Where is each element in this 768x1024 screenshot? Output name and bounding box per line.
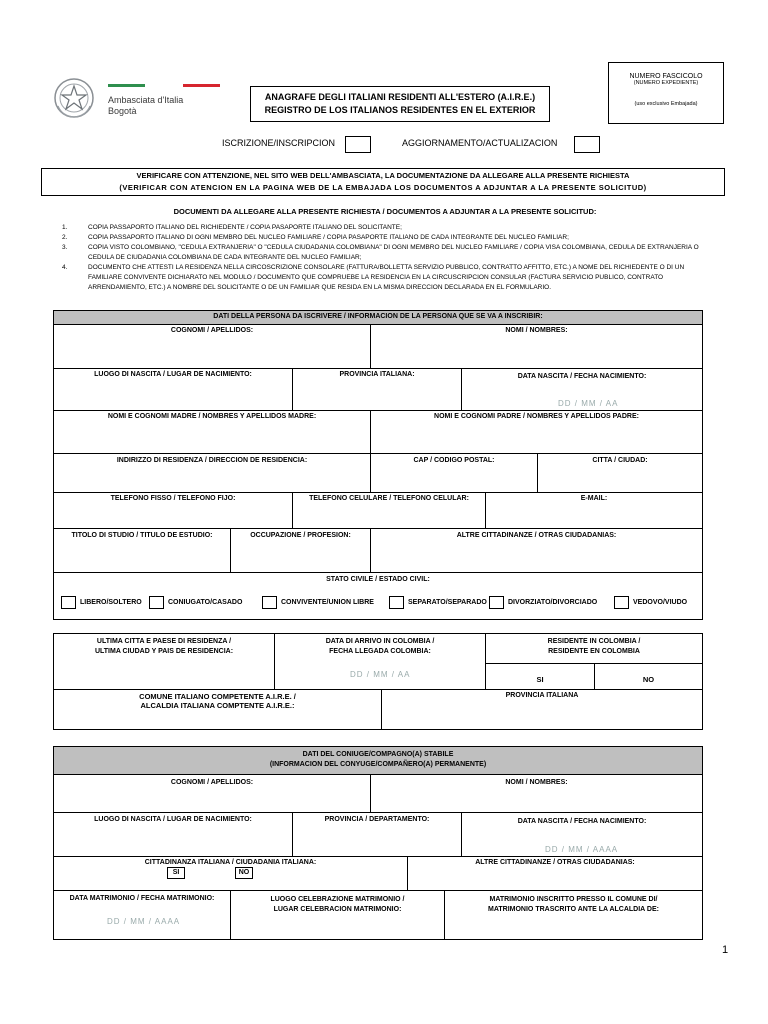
embassy-name: [108, 95, 183, 117]
civil-option-coniugato[interactable]: CONIUGATO/CASADO: [149, 596, 242, 609]
telefono-cellulare-field[interactable]: TELEFONO CELULARE / TELEFONO CELULAR:: [309, 495, 469, 502]
titolo-studio-field[interactable]: TITOLO DI STUDIO / TITULO DE ESTUDIO:: [71, 532, 213, 539]
cittadinanza-no-checkbox[interactable]: NO: [235, 867, 253, 879]
fasc-label: NUMERO FASCICOLO: [629, 73, 703, 80]
email-field[interactable]: E-MAIL:: [580, 495, 608, 502]
person-table-header: DATI DELLA PERSONA DA ISCRIVERE / INFORMACION DE LA PERSONA QUE SE VA A INSCRIBIR:: [54, 311, 702, 325]
fasc-note: (uso exclusivo Embajada): [634, 101, 698, 107]
flag-white: [145, 84, 182, 87]
spouse-altre-cittadinanze-field[interactable]: ALTRE CITTADINANZE / OTRAS CIUDADANIAS:: [475, 859, 635, 866]
spouse-table-header: DATI DEL CONIUGE/COMPAGNO(A) STABILE (INFORMACION DEL CONYUGE/COMPAÑERO(A) PERMANENTE): [54, 747, 702, 775]
comune-competente-field[interactable]: COMUNE ITALIANO COMPETENTE A.I.R.E. / ALCALDIA ITALIANA COMPTENTE A.I.R.E.:: [139, 692, 296, 710]
luogo-matrimonio-field[interactable]: LUOGO CELEBRAZIONE MATRIMONIO / LUGAR CELEBRACION MATRIMONIO:: [270, 896, 405, 913]
aggiornamento-label: AGGIORNAMENTO/ACTUALIZACION: [402, 138, 558, 148]
date-placeholder: DD / MM / AAAA: [545, 845, 619, 854]
civil-option-vedovo[interactable]: VEDOVO/VIUDO: [614, 596, 687, 609]
divider: [54, 890, 702, 891]
residente-si-option[interactable]: SI: [536, 675, 544, 684]
data-arrivo-field[interactable]: DATA DI ARRIVO IN COLOMBIA / FECHA LLEGADA COLOMBIA:: [325, 638, 435, 655]
civil-option-libero[interactable]: LIBERO/SOLTERO: [61, 596, 142, 609]
civil-option-convivente[interactable]: CONVIVENTE/UNION LIBRE: [262, 596, 374, 609]
data-nascita-field[interactable]: DATA NASCITA / FECHA NACIMIENTO:: [517, 373, 647, 380]
embassy-line1: Ambasciata d'Italia: [108, 95, 184, 105]
form-title: [250, 86, 550, 122]
separato-checkbox[interactable]: [389, 596, 404, 609]
notice-box: [41, 168, 725, 196]
matrimonio-inscritto-field[interactable]: MATRIMONIO INSCRITTO PRESSO IL COMUNE DI/ MATRIMONIO TRASCRITO ANTE LA ALCALDIA DE:: [488, 896, 659, 913]
title-line2: REGISTRO DE LOS ITALIANOS RESIDENTES EN EL EXTERIOR: [264, 105, 536, 115]
cittadinanza-si-checkbox[interactable]: SI: [167, 867, 185, 879]
notice-line1: VERIFICARE CON ATTENZIONE, NEL SITO WEB DELL'AMBASCIATA, LA DOCUMENTAZIONE DA ALLEGARE ALLA PRESENTE RICHIESTA: [136, 171, 630, 180]
spouse-cognomi-field[interactable]: COGNOMI / APELLIDOS:: [170, 779, 254, 786]
stato-civile-label: STATO CIVILE / ESTADO CIVIL:: [326, 576, 430, 583]
madre-field[interactable]: NOMI E COGNOMI MADRE / NOMBRES Y APELLIDOS MADRE:: [107, 413, 317, 420]
iscrizione-label: ISCRIZIONE/INSCRIPCION: [222, 138, 336, 148]
list-item: 1. COPIA PASSAPORTO ITALIANO DEL RICHIEDENTE / COPIA PASAPORTE ITALIANO DEL SOLICITANTE;: [62, 224, 402, 231]
italy-emblem-icon: [52, 76, 96, 120]
flag-green: [108, 84, 145, 87]
convivente-checkbox[interactable]: [262, 596, 277, 609]
data-matrimonio-field[interactable]: DATA MATRIMONIO / FECHA MATRIMONIO:: [69, 895, 215, 902]
provincia-residenza-field[interactable]: PROVINCIA ITALIANA: [505, 692, 579, 699]
altre-cittadinanze-field[interactable]: ALTRE CITTADINANZE / OTRAS CIUDADANIAS:: [456, 532, 617, 539]
title-line1: ANAGRAFE DEGLI ITALIANI RESIDENTI ALL'ESTERO (A.I.R.E.): [264, 92, 536, 102]
occupazione-field[interactable]: OCCUPAZIONE / PROFESION:: [250, 532, 351, 539]
civil-option-divorziato[interactable]: DIVORZIATO/DIVORCIADO: [489, 596, 597, 609]
cap-field[interactable]: CAP / CODIGO POSTAL:: [413, 457, 495, 464]
flag-red: [183, 84, 220, 87]
italian-flag-stripe: [108, 84, 220, 87]
list-item: 3. COPIA VISTO COLOMBIANO, "CEDULA EXTRANJERIA" O "CEDULA CIUDADANIA COLOMBIANA" DI OGNI MEMBRO DEL NUCLEO FAMILIARE / COPIA VISA COLOMBIANA, CEDULA DE EXTRANJERIA O CEDULA DE CIUDADANIA COLOMBIANA DE CADA INTEGRANTE DEL NUCLEO FAMILIAR;: [62, 244, 699, 261]
ultima-citta-field[interactable]: ULTIMA CITTA E PAESE DI RESIDENZA / ULTIMA CIUDAD Y PAIS DE RESIDENCIA:: [94, 638, 234, 655]
vedovo-checkbox[interactable]: [614, 596, 629, 609]
citta-field[interactable]: CITTA / CIUDAD:: [592, 457, 648, 464]
civil-option-separato[interactable]: SEPARATO/SEPARADO: [389, 596, 487, 609]
cognomi-field[interactable]: COGNOMI / APELLIDOS:: [170, 327, 254, 334]
iscrizione-checkbox[interactable]: [345, 136, 371, 153]
padre-field[interactable]: NOMI E COGNOMI PADRE / NOMBRES Y APELLIDOS PADRE:: [434, 413, 639, 420]
documents-list: [62, 223, 712, 293]
spouse-data-nascita-field[interactable]: DATA NASCITA / FECHA NACIMIENTO:: [517, 818, 647, 825]
coniugato-checkbox[interactable]: [149, 596, 164, 609]
divorziato-checkbox[interactable]: [489, 596, 504, 609]
documents-heading: DOCUMENTI DA ALLEGARE ALLA PRESENTE RICHIESTA / DOCUMENTOS A ADJUNTAR A LA PRESENTE SOLICITUD:: [173, 207, 597, 216]
embassy-line2: Bogotà: [108, 106, 137, 116]
provincia-field[interactable]: PROVINCIA ITALIANA:: [339, 371, 415, 378]
page-number: 1: [722, 944, 729, 956]
indirizzo-field[interactable]: INDIRIZZO DI RESIDENZA / DIRECCION DE RESIDENCIA:: [116, 457, 308, 464]
spouse-cittadinanza-label: CITTADINANZA ITALIANA / CIUDADANIA ITALIANA:: [144, 859, 317, 866]
spouse-provincia-field[interactable]: PROVINCIA / DEPARTAMENTO:: [324, 816, 430, 823]
notice-line2: (VERIFICAR CON ATENCION EN LA PAGINA WEB DE LA EMBAJADA LOS DOCUMENTOS A ADJUNTAR A LA PRESENTE SOLICITUD): [119, 183, 647, 192]
date-placeholder: DD / MM / AA: [350, 670, 411, 679]
list-item: 2. COPIA PASSAPORTO ITALIANO DI OGNI MEMBRO DEL NUCLEO FAMILIARE / COPIA PASAPORTE ITALIANO DE CADA INTEGRANTE DEL NUCLEO FAMILIAR;: [62, 234, 569, 241]
list-item: 4. DOCUMENTO CHE ATTESTI LA RESIDENZA NELLA CIRCOSCRIZIONE CONSOLARE (FATTURA/BOLLETTA SERVIZIO PUBBLICO, CONTRATTO AFFITTO, ETC.) A NOME DEL RICHIEDENTE O DI UN FAMILIARE CONVIVENTE DICHIARATO NEL MODULO / DOCUMENTO QUE COMPRUEBE LA RESIDENCIA EN LA CIRCUSCRIPCION CONSULAR (FACTURA SERVICIO PUBLICO, CONTRATO ARRENDAMIENTO, ETC.) A NOMBRE DEL SOLICITANTE O DE UN FAMILIAR QUE RESIDA EN LA MISMA DIRECCION DECLARADA EN EL FORMULARIO.: [62, 264, 685, 291]
libero-checkbox[interactable]: [61, 596, 76, 609]
residente-no-option[interactable]: NO: [642, 675, 655, 684]
spouse-luogo-nascita-field[interactable]: LUOGO DI NASCITA / LUGAR DE NACIMIENTO:: [94, 816, 252, 823]
luogo-nascita-field[interactable]: LUOGO DI NASCITA / LUGAR DE NACIMIENTO:: [94, 371, 252, 378]
date-placeholder: DD / MM / AA: [558, 399, 619, 408]
date-placeholder: DD / MM / AAAA: [107, 917, 181, 926]
aggiornamento-checkbox[interactable]: [574, 136, 600, 153]
fasc-sublabel: (NUMERO EXPEDIENTE): [633, 80, 699, 86]
telefono-fisso-field[interactable]: TELEFONO FISSO / TELEFONO FIJO:: [110, 495, 236, 502]
residente-label: RESIDENTE IN COLOMBIA / RESIDENTE EN COLOMBIA: [547, 638, 641, 655]
spouse-nomi-field[interactable]: NOMI / NOMBRES:: [505, 779, 568, 786]
nomi-field[interactable]: NOMI / NOMBRES:: [505, 327, 568, 334]
fascicolo-box[interactable]: [608, 62, 724, 124]
